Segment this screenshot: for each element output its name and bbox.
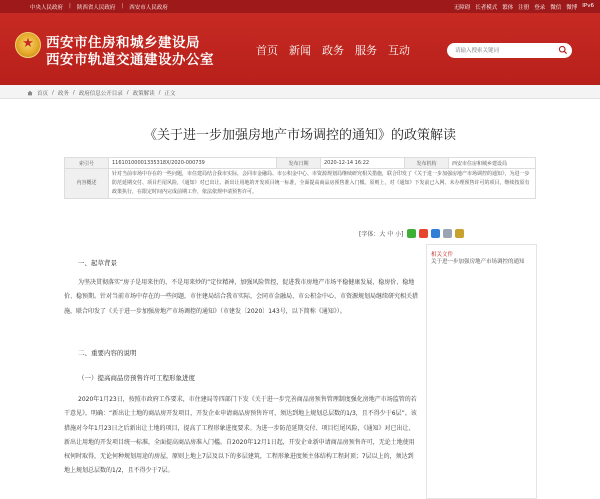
search-input[interactable] <box>455 45 551 56</box>
section-heading-background: 一、起草背景 <box>78 259 117 267</box>
publisher-value: 西安市住房和城乡建设局 <box>449 158 536 169</box>
article-toolbar <box>359 229 464 238</box>
meta-row <box>65 169 536 199</box>
gov-links <box>30 3 168 11</box>
register-link[interactable]: 注册 <box>518 5 530 11</box>
nav-home[interactable]: 首页 <box>256 44 278 57</box>
subsection-heading: （一）提高商品房预售许可工程形象进度 <box>78 374 195 382</box>
org-name-primary[interactable]: 西安市住房和城乡建设局 <box>46 35 200 51</box>
index-label: 索引号 <box>65 158 109 169</box>
weibo-link[interactable]: 微博 <box>566 5 578 11</box>
related-title: 相关文件 <box>431 252 454 258</box>
ipv6-label: IPv6 <box>582 3 594 9</box>
breadcrumb-separator: / <box>52 90 54 96</box>
related-documents-panel <box>426 244 537 499</box>
nav-interaction[interactable]: 互动 <box>388 44 410 57</box>
top-utility-bar <box>0 0 600 13</box>
index-value: 11610100001335318X/2020-000739 <box>109 158 277 169</box>
date-value: 2020-12-14 16:22 <box>321 158 405 169</box>
breadcrumb-affairs[interactable]: 政务 <box>57 91 69 97</box>
breadcrumb <box>0 85 600 99</box>
nav-services[interactable]: 服务 <box>355 44 377 57</box>
summary-value: 针对当前市场中存在的一些问题，市住建局结合我市实际，会同市金融局、市公积金中心、市资源规划局继续研究相关措施，联合印发了《关于进一步加强房地产市场调控的通知》，为进一步防范延期交付、项目烂尾风险，《通知》对已出让、新出让用地的开发项目统一标准，全面提高商品房预售准入门槛。原则上，对《通知》下发前已入网、未办理预售许可的项目，继续按原有政策执行，在限定时间内完成前期工作，依法依规申请预售许可。 <box>109 169 536 199</box>
summary-label: 内容概述 <box>65 169 109 199</box>
breadcrumb-separator: / <box>126 90 129 96</box>
breadcrumb-current: 正文 <box>164 91 176 97</box>
related-item[interactable]: 关于进一步加强房地产市场调控的通知 <box>431 259 525 265</box>
separator: | <box>121 3 124 9</box>
separator: | <box>69 3 71 9</box>
close-icon[interactable] <box>455 229 464 238</box>
publisher-label: 发布机构 <box>405 158 449 169</box>
breadcrumb-info-catalog[interactable]: 政府信息公开目录 <box>78 91 123 97</box>
section-paragraph: 为坚决贯彻落实“房子是用来住的、不是用来炒的”定位精神，加强风险管控，促进我市房地产市场平稳健康发展，稳房价、稳地价、稳预期。针对当前市场中存在的一些问题，市住建局结合我市实际，会同市金融局、市公积金中心、市资源规划局继续研究相关措施，联合印发了《关于进一步加强房地产市场调控的通知》（市建发〔2020〕143号，以下简称《通知》）。 <box>64 279 419 315</box>
gov-link-city[interactable]: 西安市人民政府 <box>129 5 168 11</box>
gov-link-province[interactable]: 陕西省人民政府 <box>76 5 116 11</box>
main-nav <box>256 42 410 58</box>
national-emblem-icon[interactable] <box>15 32 41 58</box>
nav-news[interactable]: 新闻 <box>289 44 311 57</box>
org-name-secondary[interactable]: 西安市轨道交通建设办公室 <box>46 52 214 68</box>
site-header <box>0 13 600 85</box>
gov-link-central[interactable]: 中央人民政府 <box>30 5 64 11</box>
breadcrumb-separator: / <box>158 90 161 96</box>
weibo-share-icon[interactable] <box>419 229 428 238</box>
wechat-link[interactable]: 微信 <box>550 5 562 11</box>
breadcrumb-home[interactable]: 首页 <box>37 91 49 97</box>
elder-mode-link[interactable]: 长者模式 <box>475 5 498 11</box>
font-size-switcher[interactable]: [字体：大 中 小] <box>359 231 404 238</box>
print-icon[interactable] <box>443 229 452 238</box>
traditional-chinese-link[interactable]: 繁体 <box>502 5 514 11</box>
wechat-share-icon[interactable] <box>407 229 416 238</box>
article-title: 《关于进一步加强房地产市场调控的通知》的政策解读 <box>143 128 456 143</box>
nav-government-affairs[interactable]: 政务 <box>322 44 344 57</box>
meta-row <box>65 158 536 169</box>
login-link[interactable]: 登录 <box>534 5 546 11</box>
date-label: 发布日期 <box>277 158 321 169</box>
search-box <box>447 43 572 58</box>
accessibility-link[interactable]: 无障碍 <box>453 5 471 11</box>
utility-links <box>454 3 594 11</box>
breadcrumb-policy-interpretation[interactable]: 政策解读 <box>132 91 155 97</box>
home-icon <box>27 90 33 96</box>
search-icon[interactable] <box>558 45 568 55</box>
subsection-paragraph: 2020年1月23日，按照市政府工作要求，市住建局等四部门下发《关于进一步完善商品房预售管理制度强化房地产市场监管的若干意见》，明确：“新出让土地的商品房开发项目，开发企业申请商品房预售许可，须达到地上规划总层数的1/3，且不得少于6层”。该措施对今年1月23日之后新出让土地的项目，提高了工程形象进度要求。为进一步防范延期交付、项目烂尾风险，《通知》对已出让、新出让用地的开发项目统一标准，全面提高商品房准入门槛。自2020年12月1日起，开发企业新申请商品房预售许可，无论土地使用权何时取得，无论何种规划用途的房屋，原则上地上7层及以下的多层建筑，工程形象进度须主体结构工程封顶；7层以上的，须达到地上规划总层数的1/2，且不得少于7层。 <box>64 396 417 475</box>
article-meta-table <box>64 157 536 199</box>
breadcrumb-separator: / <box>72 90 75 96</box>
qq-share-icon[interactable] <box>431 229 440 238</box>
section-heading-key-content: 二、重要内容的说明 <box>78 349 137 357</box>
